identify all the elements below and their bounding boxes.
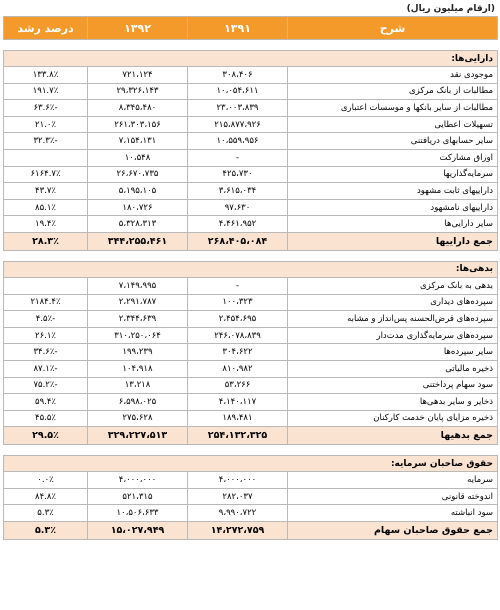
liabilities-section-header (4, 261, 498, 277)
assets-growth-cell: ۴۳.۷٪ (4, 183, 88, 200)
table-row (4, 327, 498, 344)
assets-desc-cell: اوراق مشارکت (288, 149, 498, 166)
assets-y1392-cell: ۷،۱۵۴،۱۳۱ (88, 133, 188, 150)
assets-desc-cell: داراییهای نامشهود (288, 199, 498, 216)
spacer-cell (4, 40, 498, 51)
header-1392: ۱۳۹۲ (88, 17, 188, 40)
assets-desc-cell: مطالبات از بانک مرکزی (288, 83, 498, 100)
balance-sheet-page (3, 2, 497, 540)
equity-section-title: حقوق صاحبان سرمایه: (4, 456, 498, 472)
equity-y1391-cell: ۴،۰۰۰،۰۰۰ (188, 472, 288, 489)
liabilities-y1391-cell: ۲،۴۵۴،۶۹۵ (188, 311, 288, 328)
assets-total-growth-cell: ۲۸.۳٪ (4, 232, 88, 250)
table-row (4, 505, 498, 522)
liabilities-y1392-cell: ۱۹۹،۲۳۹ (88, 344, 188, 361)
liabilities-y1392-cell: ۲۷۵،۶۲۸ (88, 410, 188, 427)
liabilities-y1392-cell: ۶،۵۹۸،۰۲۵ (88, 394, 188, 411)
liabilities-desc-cell: سپرده‌های قرض‌الحسنه پس‌انداز و مشابه (288, 311, 498, 328)
table-row (4, 377, 498, 394)
liabilities-growth-cell: -۴.۵٪ (4, 311, 88, 328)
assets-desc-cell: داراییهای ثابت مشهود (288, 183, 498, 200)
table-row (4, 394, 498, 411)
assets-section-header (4, 51, 498, 67)
table-body (4, 40, 498, 540)
assets-y1392-cell: ۲۹،۳۲۶،۱۴۳ (88, 83, 188, 100)
assets-y1392-cell: ۱۰،۵۴۸ (88, 149, 188, 166)
assets-total-y1391-cell: ۲۶۸،۴۰۵،۰۸۴ (188, 232, 288, 250)
liabilities-y1391-cell: ۱۰۰،۳۲۳ (188, 294, 288, 311)
assets-growth-cell: ۱۳۳.۸٪ (4, 67, 88, 84)
liabilities-y1392-cell: ۱۰۴،۹۱۸ (88, 360, 188, 377)
assets-growth-cell: ۱۹۱.۷٪ (4, 83, 88, 100)
assets-growth-cell: ۶۱۶۴.۷٪ (4, 166, 88, 183)
table-row (4, 294, 498, 311)
assets-y1391-cell: - (188, 149, 288, 166)
assets-desc-cell: سایر دارایی‌ها (288, 216, 498, 233)
liabilities-y1391-cell: ۸۱۰،۹۸۲ (188, 360, 288, 377)
table-row (4, 67, 498, 84)
assets-y1392-cell: ۵،۳۲۸،۳۱۳ (88, 216, 188, 233)
assets-y1392-cell: ۲۶۱،۳۰۳،۱۵۶ (88, 116, 188, 133)
liabilities-y1391-cell: - (188, 277, 288, 294)
header-row (4, 17, 498, 40)
liabilities-desc-cell: ذخیره مالیاتی (288, 360, 498, 377)
table-row (4, 166, 498, 183)
table-row (4, 83, 498, 100)
assets-section-title: دارایی‌ها: (4, 51, 498, 67)
liabilities-desc-cell: بدهی به بانک مرکزی (288, 277, 498, 294)
assets-y1391-cell: ۲۳،۰۰۳،۸۳۹ (188, 100, 288, 117)
equity-section-header (4, 456, 498, 472)
equity-desc-cell: اندوخته قانونی (288, 488, 498, 505)
liabilities-total-y1392-cell: ۳۲۹،۲۲۷،۵۱۳ (88, 427, 188, 445)
assets-y1392-cell: ۱۸۰،۷۲۶ (88, 199, 188, 216)
assets-y1391-cell: ۴،۴۶۱،۹۵۲ (188, 216, 288, 233)
equity-y1392-cell: ۵۲۱،۳۱۵ (88, 488, 188, 505)
assets-total-y1392-cell: ۳۴۴،۲۵۵،۴۶۱ (88, 232, 188, 250)
equity-growth-cell: ۸۴.۸٪ (4, 488, 88, 505)
liabilities-growth-cell: -۳۴.۶٪ (4, 344, 88, 361)
table-row (4, 133, 498, 150)
table-row (4, 199, 498, 216)
assets-desc-cell: موجودی نقد (288, 67, 498, 84)
table-row (4, 472, 498, 489)
liabilities-desc-cell: سپرده‌های سرمایه‌گذاری مدت‌دار (288, 327, 498, 344)
table-row (4, 116, 498, 133)
assets-growth-cell: ۲۱.۰٪ (4, 116, 88, 133)
header-1391: ۱۳۹۱ (188, 17, 288, 40)
table-row (4, 410, 498, 427)
assets-total-desc-cell: جمع داراییها (288, 232, 498, 250)
assets-y1392-cell: ۷۲۱،۱۲۴ (88, 67, 188, 84)
liabilities-y1391-cell: ۳۰۴،۶۲۲ (188, 344, 288, 361)
liabilities-y1391-cell: ۵۳،۲۶۶ (188, 377, 288, 394)
spacer-cell (4, 445, 498, 456)
equity-total-y1391-cell: ۱۴،۲۷۲،۷۵۹ (188, 522, 288, 540)
liabilities-growth-cell: ۵۹.۴٪ (4, 394, 88, 411)
liabilities-y1392-cell: ۷،۱۴۹،۹۹۵ (88, 277, 188, 294)
equity-desc-cell: سود انباشته (288, 505, 498, 522)
assets-total-row (4, 232, 498, 250)
assets-y1392-cell: ۲۶،۶۷۰،۷۳۵ (88, 166, 188, 183)
header-growth: درصد رشد (4, 17, 88, 40)
assets-y1391-cell: ۳۰۸،۴۰۶ (188, 67, 288, 84)
equity-y1391-cell: ۹،۹۹۰،۷۲۲ (188, 505, 288, 522)
equity-y1392-cell: ۱۰،۵۰۶،۶۳۳ (88, 505, 188, 522)
assets-growth-cell: ۸۵.۱٪ (4, 199, 88, 216)
table-row (4, 344, 498, 361)
assets-growth-cell: ۱۹.۴٪ (4, 216, 88, 233)
table-row (4, 216, 498, 233)
liabilities-growth-cell: -۸۷.۱٪ (4, 360, 88, 377)
liabilities-desc-cell: سایر سپرده‌ها (288, 344, 498, 361)
assets-desc-cell: سرمایه‌گذاریها (288, 166, 498, 183)
liabilities-y1392-cell: ۳۱۰،۲۵۰،۰۶۴ (88, 327, 188, 344)
equity-y1392-cell: ۴،۰۰۰،۰۰۰ (88, 472, 188, 489)
balance-sheet-table (3, 16, 498, 540)
table-row (4, 277, 498, 294)
unit-note: (ارقام میلیون ریال) (406, 4, 495, 14)
liabilities-y1391-cell: ۲۴۶،۰۷۸،۸۳۹ (188, 327, 288, 344)
equity-growth-cell: ۵.۳٪ (4, 505, 88, 522)
assets-y1391-cell: ۳،۶۱۵،۰۳۴ (188, 183, 288, 200)
table-row (4, 149, 498, 166)
liabilities-y1392-cell: ۲،۲۹۱،۷۸۷ (88, 294, 188, 311)
table-row (4, 100, 498, 117)
equity-desc-cell: سرمایه (288, 472, 498, 489)
liabilities-total-desc-cell: جمع بدهیها (288, 427, 498, 445)
liabilities-growth-cell (4, 277, 88, 294)
liabilities-growth-cell: ۲۶.۱٪ (4, 327, 88, 344)
assets-desc-cell: تسهیلات اعطایی (288, 116, 498, 133)
liabilities-y1392-cell: ۲،۳۴۴،۶۳۹ (88, 311, 188, 328)
liabilities-desc-cell: سود سهام پرداختنی (288, 377, 498, 394)
assets-y1391-cell: ۹۷،۶۳۰ (188, 199, 288, 216)
assets-growth-cell: -۳۲.۳٪ (4, 133, 88, 150)
assets-y1391-cell: ۱۰،۰۵۴،۶۱۱ (188, 83, 288, 100)
spacer-cell (4, 250, 498, 261)
equity-y1391-cell: ۲۸۲،۰۳۷ (188, 488, 288, 505)
liabilities-total-row (4, 427, 498, 445)
liabilities-growth-cell: ۴۵.۵٪ (4, 410, 88, 427)
equity-total-growth-cell: ۵.۳٪ (4, 522, 88, 540)
equity-total-row (4, 522, 498, 540)
table-row (4, 183, 498, 200)
liabilities-y1391-cell: ۴،۱۴۰،۱۱۷ (188, 394, 288, 411)
equity-total-desc-cell: جمع حقوق صاحبان سهام (288, 522, 498, 540)
assets-growth-cell: -۶۳.۶٪ (4, 100, 88, 117)
liabilities-total-growth-cell: ۲۹.۵٪ (4, 427, 88, 445)
assets-y1391-cell: ۴۲۵،۷۳۰ (188, 166, 288, 183)
liabilities-desc-cell: سپرده‌های دیداری (288, 294, 498, 311)
liabilities-growth-cell: -۷۵.۲٪ (4, 377, 88, 394)
assets-y1392-cell: ۸،۳۴۵،۴۸۰ (88, 100, 188, 117)
assets-y1392-cell: ۵،۱۹۵،۱۰۵ (88, 183, 188, 200)
assets-desc-cell: مطالبات از سایر بانکها و موسسات اعتباری (288, 100, 498, 117)
table-row (4, 311, 498, 328)
table-row (4, 488, 498, 505)
equity-growth-cell: ۰.۰٪ (4, 472, 88, 489)
liabilities-y1392-cell: ۱۳،۲۱۸ (88, 377, 188, 394)
assets-growth-cell (4, 149, 88, 166)
liabilities-section-title: بدهی‌ها: (4, 261, 498, 277)
liabilities-total-y1391-cell: ۲۵۴،۱۳۲،۳۲۵ (188, 427, 288, 445)
assets-desc-cell: سایر حسابهای دریافتنی (288, 133, 498, 150)
header-desc: شرح (288, 17, 498, 40)
liabilities-desc-cell: ذخیره مزایای پایان خدمت کارکنان (288, 410, 498, 427)
section-spacer (4, 445, 498, 456)
liabilities-desc-cell: ذخایر و سایر بدهی‌ها (288, 394, 498, 411)
liabilities-y1391-cell: ۱۸۹،۴۸۱ (188, 410, 288, 427)
assets-y1391-cell: ۲۱۵،۸۷۷،۹۲۶ (188, 116, 288, 133)
table-row (4, 360, 498, 377)
section-spacer (4, 40, 498, 51)
equity-total-y1392-cell: ۱۵،۰۲۷،۹۴۹ (88, 522, 188, 540)
liabilities-growth-cell: ۲۱۸۴.۴٪ (4, 294, 88, 311)
section-spacer (4, 250, 498, 261)
assets-y1391-cell: ۱۰،۵۵۹،۹۵۶ (188, 133, 288, 150)
